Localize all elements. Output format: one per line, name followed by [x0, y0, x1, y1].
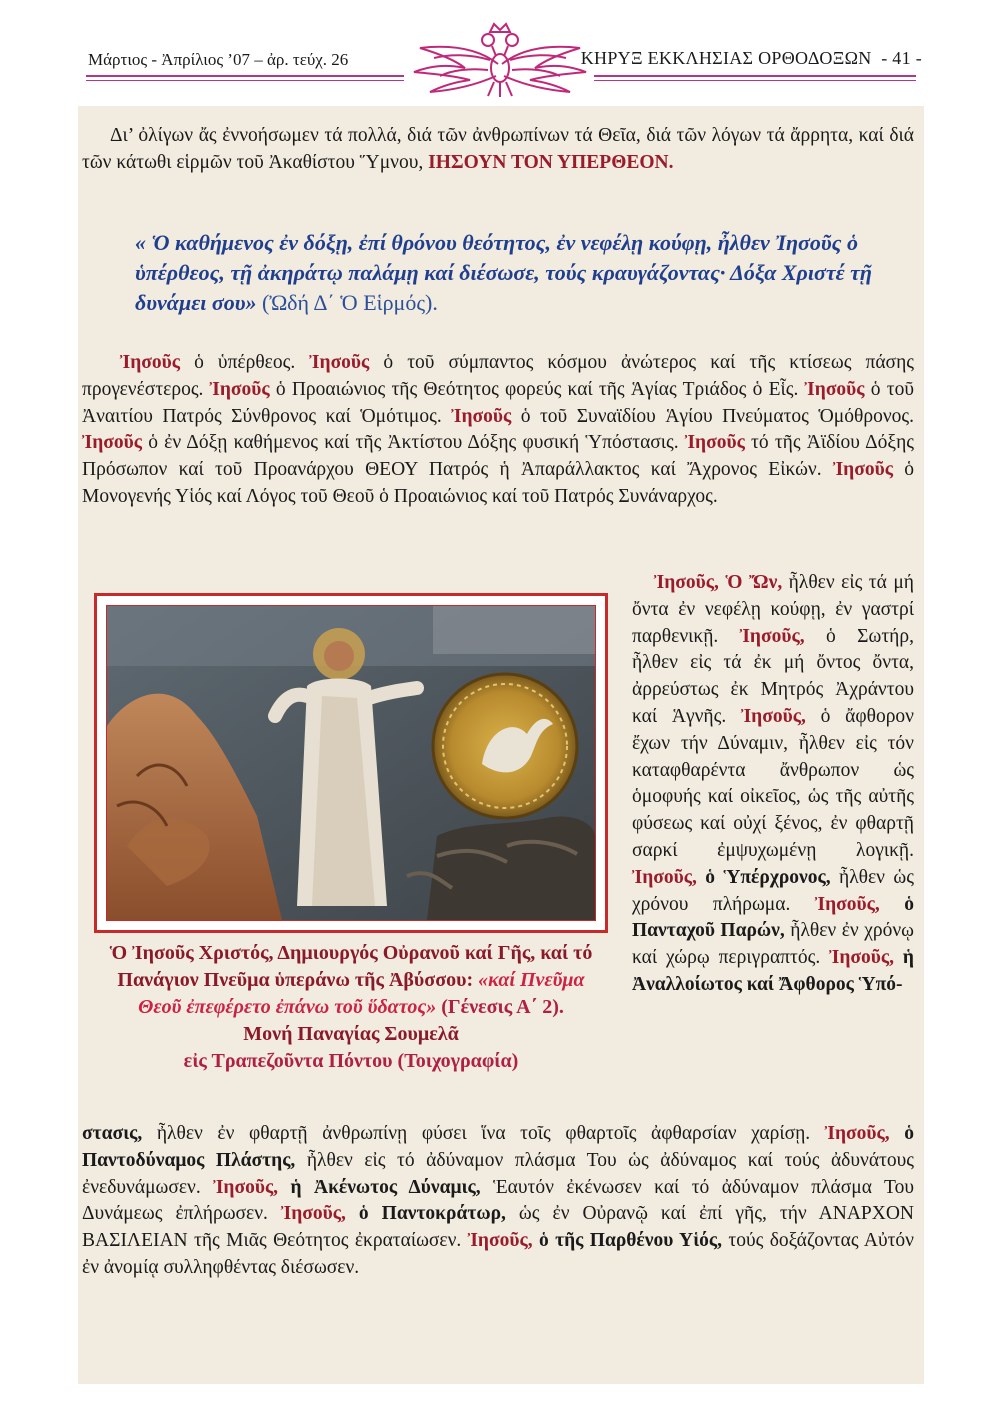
magazine-title: ΚΗΡΥΞ ΕΚΚΛΗΣΙΑΣ ΟΡΘΟΔΟΞΩΝ - 41 - [580, 48, 922, 68]
fresco-painting [107, 606, 595, 920]
caption-monastery: Μονή Παναγίας Σουμελᾶ [243, 1023, 459, 1045]
para2-name-highlight: Ἰησοῦς [804, 378, 865, 400]
col-text-run: ἦλθεν ἐν χρόνῳ καί χώρῳ περιγραπτός. [632, 920, 914, 969]
para4-text-run: ὡς ἐν Οὐρανῷ καί ἐπί γῆς, τήν ΑΝΑΡΧΟΝ ΒΑΣΙΛΕΙΑΝ τῆς Μιᾶς Θεότητος ἐκραταίωσεν. [82, 1203, 915, 1252]
para2-text-run: ὁ ὑπέρθεος. [180, 352, 310, 373]
col-name-highlight: Ἰησοῦς, [740, 705, 806, 727]
para2-name-highlight: Ἰησοῦς [451, 405, 512, 427]
header-rule-right-2 [594, 80, 916, 81]
col-text-run: ἡ Ἀναλλοίωτος καί Ἄφθορος Ὑπό- [632, 947, 914, 995]
hymn-quote: « Ὁ καθήμενος ἐν δόξῃ, ἐπί θρόνου θεότητος, ἐν νεφέλῃ κούφῃ, ἦλθεν Ἰησοῦς ὁ ὑπέρθεος, τῇ ἀκηράτῳ παλάμῃ καί διέσωσε, τούς κραυγάζοντας· Δόξα Χριστέ τῇ δυνάμει σου» (Ὠδή Δ΄ Ὁ Εἱρμός). [135, 230, 872, 315]
col-text-run: ὁ Ὑπέρχρονος, [696, 866, 831, 888]
col-text-run: ἦλθεν ὡς χρόνου πλήρωμα. [632, 866, 914, 915]
para4-name-highlight: Ἰησοῦς, [213, 1176, 279, 1198]
header-rule-right [594, 75, 916, 77]
para4-text-run: ἡ Ἀκένωτος Δύναμις, [278, 1176, 481, 1198]
col-text-run: ὁ Πανταχοῦ Παρών, [632, 893, 915, 942]
quote-reference: (Ὠδή Δ΄ Ὁ Εἱρμός). [256, 290, 438, 315]
fresco-image [106, 605, 596, 921]
para4-text-run: τούς δοξάζοντας Αὐτόν ἐν ἀνομίᾳ συλληφθέντας διέσωσεν. [82, 1230, 914, 1278]
para4-text-run: ἦλθεν ἐν φθαρτῇ ἀνθρωπίνῃ φύσει ἵνα τοῖς φθαρτοῖς ἀφθαρσίαν χαρίσῃ. [142, 1123, 825, 1144]
col-name-highlight: Ἰησοῦς, Ὁ Ὤν, [654, 572, 783, 593]
caption-location: εἰς Τραπεζοῦντα Πόντου (Τοιχογραφία) [183, 1050, 519, 1072]
col-name-highlight: Ἰησοῦς, [814, 893, 880, 915]
para4-text-run: ὁ Παντοκράτωρ, [345, 1203, 506, 1225]
fresco-caption: Ὁ Ἰησοῦς Χριστός, Δημιουργός Οὐρανοῦ καί Γῆς, καί τό Πανάγιον Πνεῦμα ὑπεράνω τῆς Ἀβύσσου: «καί Πνεῦμα Θεοῦ ἐπεφέρετο ἐπάνω τοῦ ὕδατος» (Γένεσις Α΄ 2). Μονή Παναγίας Σουμελᾶ εἰς Τραπεζοῦντα Πόντου (Τοιχογραφία) [109, 942, 593, 1072]
para4-name-highlight: Ἰησοῦς, [280, 1203, 346, 1225]
para2-text-run: τό τῆς Ἀϊδίου Δόξης Πρόσωπον καί τοῦ Προανάρχου ΘΕΟΥ Πατρός ἡ Ἀπαράλλακτος καί Ἄχρονος Εἰκών. [82, 432, 914, 481]
para2-name-highlight: Ἰησοῦς [209, 378, 270, 400]
para4-text-run: στασις, [82, 1123, 143, 1144]
para4-text-run: ὁ Παντοδύναμος Πλάστης, [82, 1123, 915, 1171]
col-text-run: ὁ Σωτήρ, ἦλθεν εἰς τά ἐκ μή ὄντος ὄντα, ἀρρεύστως ἐκ Μητρός Ἀχράντου καί Ἁγνῆς. [632, 625, 914, 727]
para2-text-run: ὁ Μονογενής Υἱός καί Λόγος τοῦ Θεοῦ ὁ Προαιώνιος καί τοῦ Πατρός Συνάναρχος. [82, 459, 914, 507]
para4-name-highlight: Ἰησοῦς, [467, 1230, 533, 1252]
page-header [0, 0, 984, 100]
para2-name-highlight: Ἰησοῦς [684, 432, 745, 454]
intro-paragraph: Δι’ ὀλίγων ἄς ἐννοήσωμεν τά πολλά, διά τῶν ἀνθρωπίνων τά Θεῖα, διά τῶν λόγων τά ἄρρητα, καί διά τῶν κάτωθι εἱρμῶν τοῦ Ἀκαθίστου Ὕμνου, ΙΗΣΟΥΝ ΤΟΝ ΥΠΕΡΘΕΟΝ. [82, 125, 914, 173]
page-number: - 41 - [881, 48, 922, 68]
para2-name-highlight: Ἰησοῦς [832, 459, 893, 481]
closing-paragraph [82, 1121, 914, 1282]
para4-text-run: Ἑαυτόν ἐκένωσεν καί τό ἀδύναμον πλάσμα Του Δυνάμεως ἐπλήρωσεν. [82, 1176, 915, 1225]
para2-text-run: ὁ τοῦ σύμπαντος κόσμου ἀνώτερος καί τῆς κτίσεως πάσης προγενέστερος. [82, 352, 914, 400]
para4-text-run: ἦλθεν εἰς τό ἀδύναμον πλάσμα Του ὡς ἀδύναμος καί τούς ἀδυνάτους ἐνεδυνάμωσεν. [82, 1149, 915, 1198]
col-text-run: ἦλθεν εἰς τά μή ὄντα ἐν νεφέλῃ κούφῃ, ἐν γαστρί παρθενικῇ. [632, 572, 914, 647]
col-name-highlight: Ἰησοῦς, [632, 866, 697, 888]
header-rule-left-2 [86, 80, 404, 81]
col-text-run: ὁ ἄφθορον ἔχων τήν Δύναμιν, ἦλθεν εἰς τόν καταφθαρέντα ἄνθρωπον ὡς ὁμοφυής καί οἰκεῖος, ὡς τῆς αὐτῆς φύσεως καί οὐχί ξένος, ἐν φθαρτῇ σαρκί ἐμψυχωμένῃ λογικῇ. [632, 705, 914, 861]
para2-name-highlight: Ἰησοῦς [82, 432, 142, 454]
para2-text-run: ὁ ἐν Δόξῃ καθήμενος καί τῆς Ἀκτίστου Δόξης φυσική Ὑπόστασις. [142, 432, 685, 454]
caption-scripture: «καί Πνεῦμα Θεοῦ ἐπεφέρετο ἐπάνω τοῦ ὕδατος» [138, 969, 585, 1018]
para2-name-highlight: Ἰησοῦς [309, 352, 370, 373]
col-name-highlight: Ἰησοῦς, [739, 625, 805, 647]
issue-info: Μάρτιος - Ἀπρίλιος ’07 – ἀρ. τεύχ. 26 [88, 50, 349, 69]
paragraph-iisous-hyperthos [82, 350, 914, 511]
header-rule-left [86, 75, 404, 77]
para4-text-run: ὁ τῆς Παρθένου Υἱός, [532, 1230, 722, 1252]
para2-text-run: ὁ τοῦ Ἀναιτίου Πατρός Σύνθρονος καί Ὁμότιμος. [82, 378, 914, 427]
col-name-highlight: Ἰησοῦς, [829, 947, 894, 969]
double-headed-eagle-emblem-icon [400, 20, 600, 98]
para2-text-run: ὁ Προαιώνιος τῆς Θεότητος φορεύς καί τῆς Ἁγίας Τριάδος ὁ Εἷς. [269, 378, 805, 400]
right-column-text [632, 570, 914, 999]
para2-name-highlight: Ἰησοῦς [120, 352, 180, 373]
para2-text-run: ὁ τοῦ Συναϊδίου Ἁγίου Πνεύματος Ὁμόθρονος. [511, 405, 915, 427]
fresco-image-frame [94, 593, 608, 933]
intro-highlight: ΙΗΣΟΥΝ ΤΟΝ ΥΠΕΡΘΕΟΝ. [428, 151, 674, 173]
para4-name-highlight: Ἰησοῦς, [824, 1123, 890, 1144]
